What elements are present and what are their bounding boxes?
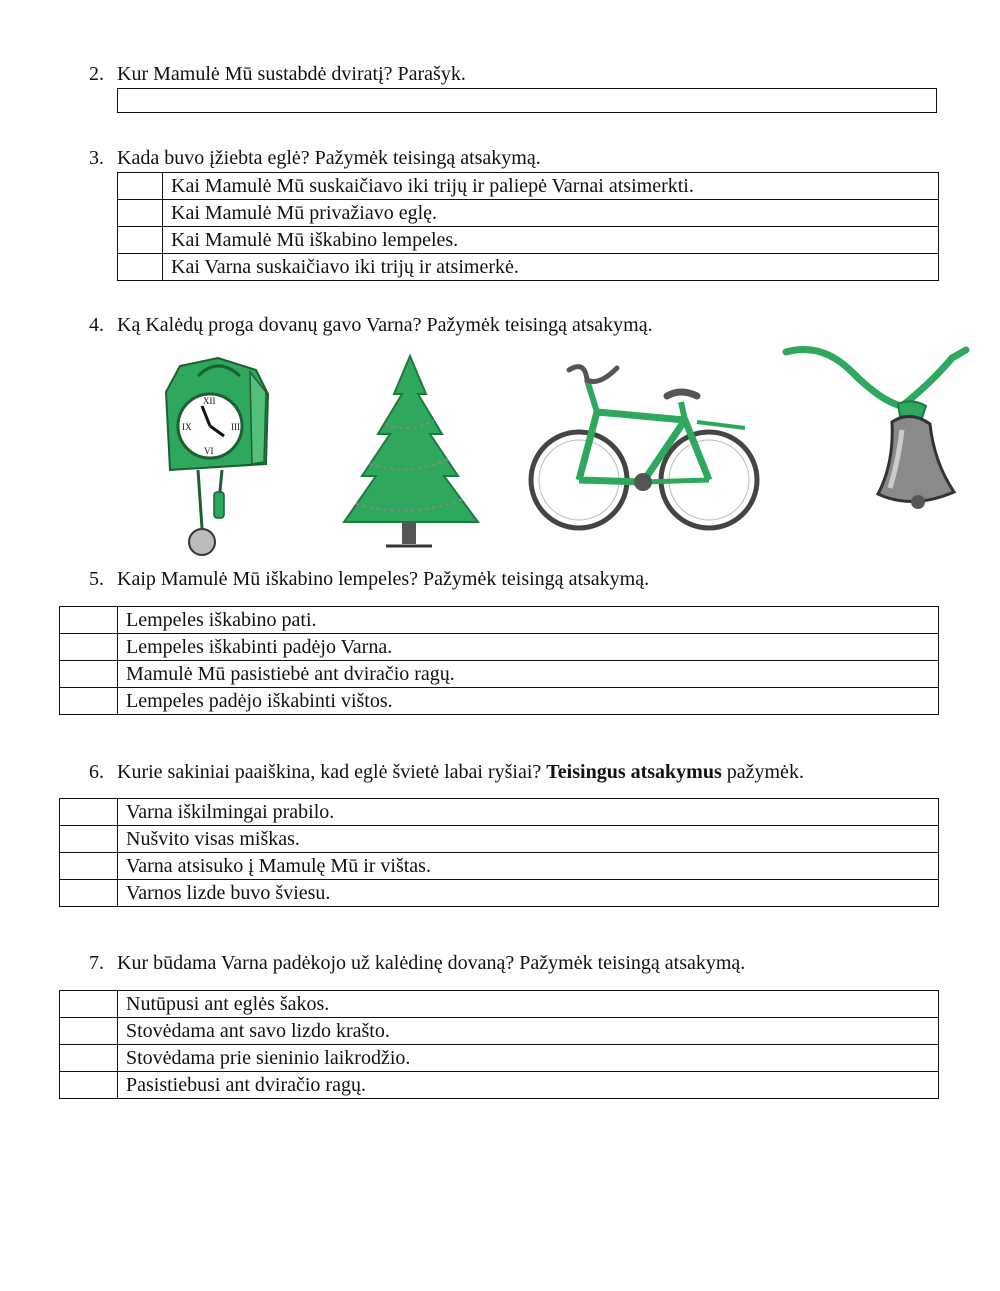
table-row: Lempeles iškabinti padėjo Varna. — [60, 634, 939, 661]
question-4: 4. Ką Kalėdų proga dovanų gavo Varna? Pažymėk teisingą atsakymą. — [89, 314, 653, 336]
answer-checkbox[interactable] — [60, 799, 118, 826]
svg-text:III: III — [231, 422, 240, 432]
table-row: Kai Varna suskaičiavo iki trijų ir atsimerkė. — [118, 254, 939, 281]
q3-options-table — [117, 172, 939, 281]
christmas-tree-icon[interactable] — [326, 354, 496, 550]
table-row: Stovėdama prie sieninio laikrodžio. — [60, 1045, 939, 1072]
q6-options-table — [59, 798, 939, 907]
table-row: Varnos lizde buvo šviesu. — [60, 880, 939, 907]
table-row: Kai Mamulė Mū iškabino lempeles. — [118, 227, 939, 254]
table-row: Nušvito visas miškas. — [60, 826, 939, 853]
answer-checkbox[interactable] — [118, 173, 163, 200]
answer-checkbox[interactable] — [118, 200, 163, 227]
svg-text:XII: XII — [203, 396, 216, 406]
table-row: Kai Mamulė Mū suskaičiavo iki trijų ir paliepė Varnai atsimerkti. — [118, 173, 939, 200]
svg-text:IX: IX — [182, 422, 192, 432]
answer-checkbox[interactable] — [118, 227, 163, 254]
table-row: Pasistiebusi ant dviračio ragų. — [60, 1072, 939, 1099]
table-row: Kai Mamulė Mū privažiavo eglę. — [118, 200, 939, 227]
question-2: 2. Kur Mamulė Mū sustabdė dviratį? Parašyk. — [89, 63, 466, 85]
answer-checkbox[interactable] — [60, 1072, 118, 1099]
bell-icon[interactable] — [782, 342, 972, 520]
answer-checkbox[interactable] — [60, 634, 118, 661]
table-row: Lempeles padėjo iškabinti vištos. — [60, 688, 939, 715]
cuckoo-clock-icon[interactable] — [158, 352, 278, 562]
q5-options-table — [59, 606, 939, 715]
svg-text:VI: VI — [204, 446, 214, 456]
table-row: Nutūpusi ant eglės šakos. — [60, 991, 939, 1018]
question-3: 3. Kada buvo įžiebta eglė? Pažymėk teisingą atsakymą. — [89, 147, 541, 169]
table-row: Varna iškilmingai prabilo. — [60, 799, 939, 826]
answer-checkbox[interactable] — [60, 880, 118, 907]
question-6: 6. Kurie sakiniai paaiškina, kad eglė švietė labai ryšiai? Teisingus atsakymus pažymėk. — [89, 761, 804, 783]
table-row: Lempeles iškabino pati. — [60, 607, 939, 634]
answer-checkbox[interactable] — [60, 853, 118, 880]
answer-checkbox[interactable] — [60, 688, 118, 715]
answer-text-field[interactable] — [117, 88, 937, 113]
question-7: 7. Kur būdama Varna padėkojo už kalėdinę dovaną? Pažymėk teisingą atsakymą. — [89, 952, 746, 974]
table-row: Mamulė Mū pasistiebė ant dviračio ragų. — [60, 661, 939, 688]
q7-options-table — [59, 990, 939, 1099]
answer-checkbox[interactable] — [60, 607, 118, 634]
table-row: Varna atsisuko į Mamulę Mū ir vištas. — [60, 853, 939, 880]
answer-checkbox[interactable] — [60, 991, 118, 1018]
answer-checkbox[interactable] — [60, 1018, 118, 1045]
answer-checkbox[interactable] — [60, 1045, 118, 1072]
answer-checkbox[interactable] — [60, 826, 118, 853]
bicycle-icon[interactable] — [525, 350, 765, 536]
answer-checkbox[interactable] — [118, 254, 163, 281]
question-5: 5. Kaip Mamulė Mū iškabino lempeles? Pažymėk teisingą atsakymą. — [89, 568, 650, 590]
answer-checkbox[interactable] — [60, 661, 118, 688]
table-row: Stovėdama ant savo lizdo krašto. — [60, 1018, 939, 1045]
